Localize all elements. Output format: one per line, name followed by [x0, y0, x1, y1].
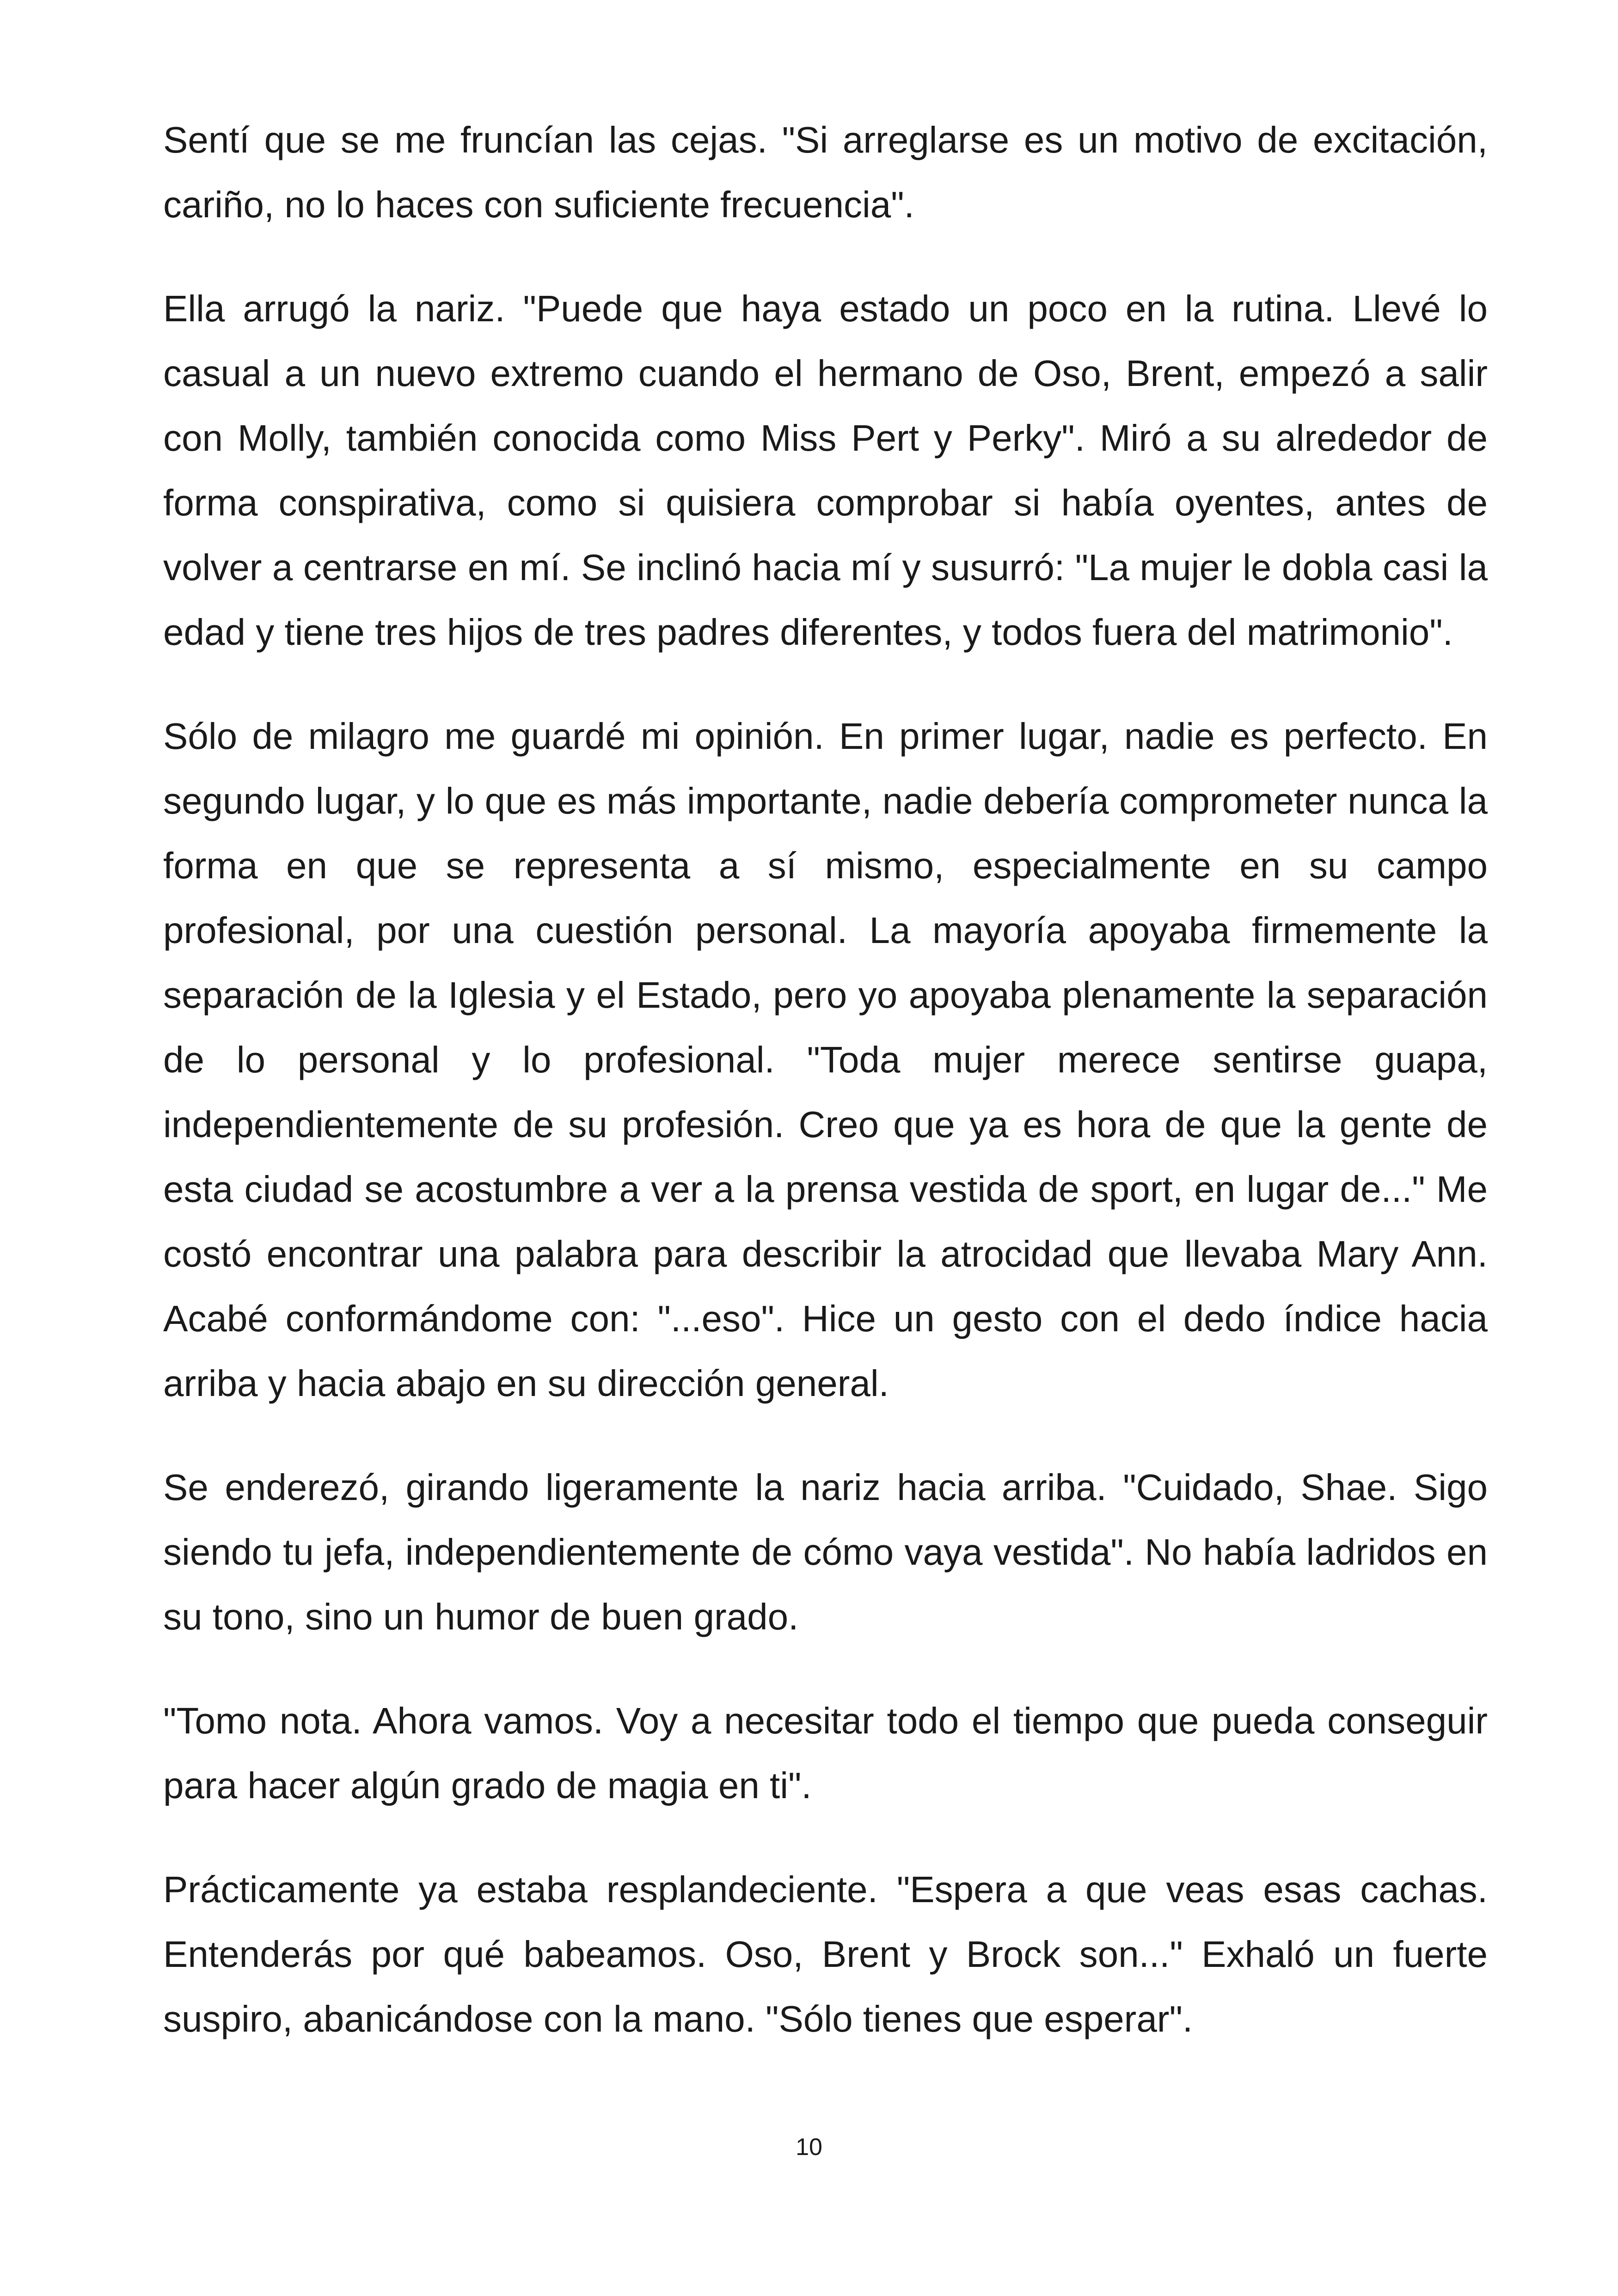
body-text [163, 108, 1488, 2091]
paragraph: Se enderezó, girando ligeramente la nariz hacia arriba. "Cuidado, Shae. Sigo siendo tu jefa, independientemente de cómo vaya vestida". No había ladridos en su tono, sino un humor de buen grado. [163, 1467, 1488, 1637]
paragraph: Sentí que se me fruncían las cejas. "Si arreglarse es un motivo de excitación, cariño, no lo haces con suficiente frecuencia". [163, 119, 1488, 225]
paragraph: "Tomo nota. Ahora vamos. Voy a necesitar todo el tiempo que pueda conseguir para hacer algún grado de magia en ti". [163, 1700, 1488, 1806]
paragraph: Prácticamente ya estaba resplandeciente. "Espera a que veas esas cachas. Entenderás por qué babeamos. Oso, Brent y Brock son..." Exhaló un fuerte suspiro, abanicándose con la mano. "Sólo tienes que esperar". [163, 1869, 1488, 2039]
page-number: 10 [796, 2134, 822, 2161]
paragraph: Ella arrugó la nariz. "Puede que haya estado un poco en la rutina. Llevé lo casual a un nuevo extremo cuando el hermano de Oso, Brent, empezó a salir con Molly, también conocida como Miss Pert y Perky". Miró a su alrededor de forma conspirativa, como si quisiera comprobar si había oyentes, antes de volver a centrarse en mí. Se inclinó hacia mí y susurró: "La mujer le dobla casi la edad y tiene tres hijos de tres padres diferentes, y todos fuera del matrimonio". [163, 288, 1488, 653]
paragraph: Sólo de milagro me guardé mi opinión. En primer lugar, nadie es perfecto. En segundo lugar, y lo que es más importante, nadie debería comprometer nunca la forma en que se representa a sí mismo, especialmente en su campo profesional, por una cuestión personal. La mayoría apoyaba firmemente la separación de la Iglesia y el Estado, pero yo apoyaba plenamente la separación de lo personal y lo profesional. "Toda mujer merece sentirse guapa, independientemente de su profesión. Creo que ya es hora de que la gente de esta ciudad se acostumbre a ver a la prensa vestida de sport, en lugar de..." Me costó encontrar una palabra para describir la atrocidad que llevaba Mary Ann. Acabé conformándome con: "...eso". Hice un gesto con el dedo índice hacia arriba y hacia abajo en su dirección general. [163, 716, 1488, 1404]
